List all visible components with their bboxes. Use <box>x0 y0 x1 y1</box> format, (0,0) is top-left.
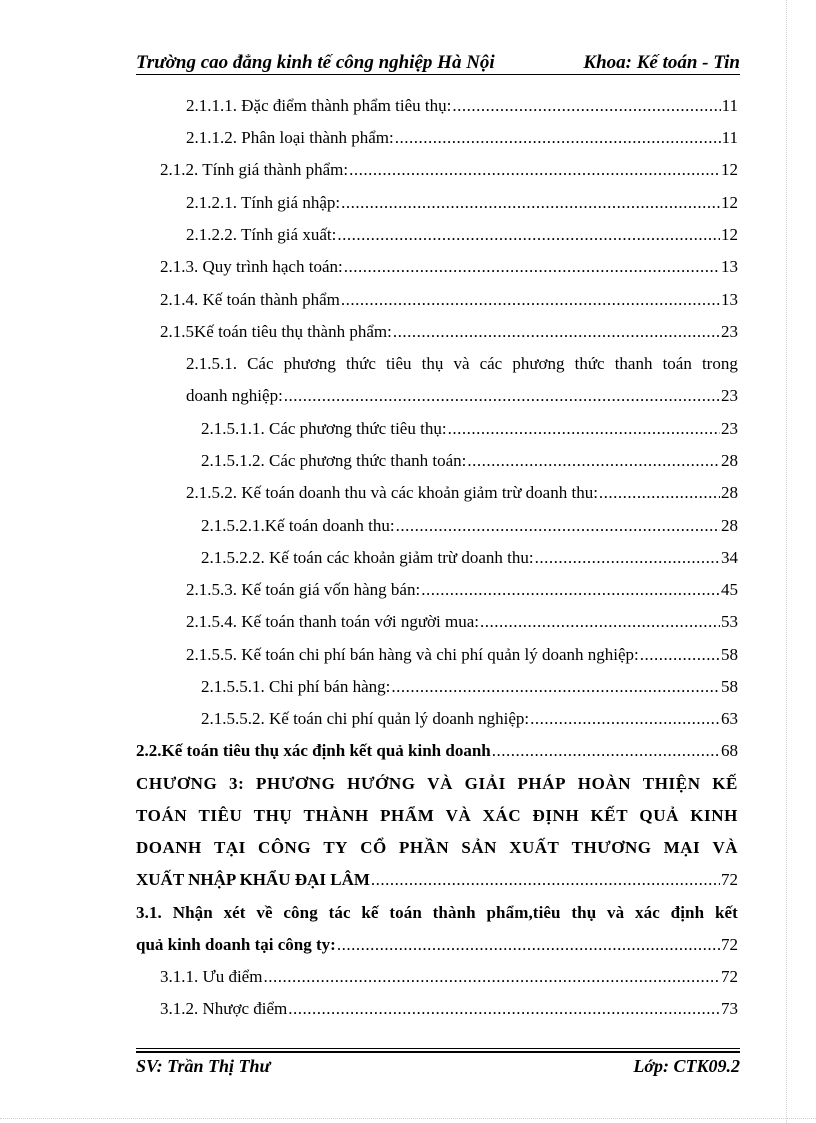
toc-chapter-line3[interactable]: DOANH TẠI CÔNG TY CỔ PHẦN SẢN XUẤT THƯƠNG MẠI VÀ <box>136 838 738 857</box>
toc-entry[interactable]: doanh nghiệp: ..... 23 <box>186 386 738 406</box>
header-school: Trường cao đẳng kinh tế công nghiệp Hà Nội <box>136 52 495 73</box>
toc-entry[interactable]: 2.1.5.5. Kế toán chi phí bán hàng và chi phí quản lý doanh nghiệp: ..... 58 <box>186 645 738 665</box>
page-header <box>136 46 740 74</box>
toc-entry[interactable]: 3.1.2. Nhược điểm ..... 73 <box>160 999 738 1019</box>
footer-rule-thick <box>136 1051 740 1053</box>
page-edge-right <box>786 0 787 1123</box>
header-faculty: Khoa: Kế toán - Tin <box>583 52 740 73</box>
toc-section-line1[interactable]: 3.1. Nhận xét về công tác kế toán thành phẩm,tiêu thụ và xác định kết <box>136 903 738 922</box>
toc-entry[interactable]: 3.1.1. Ưu điểm ..... 72 <box>160 967 738 987</box>
header-rule <box>136 74 740 75</box>
toc-chapter-line2[interactable]: TOÁN TIÊU THỤ THÀNH PHẨM VÀ XÁC ĐỊNH KẾT QUẢ KINH <box>136 806 738 825</box>
toc-chapter-line1[interactable]: CHƯƠNG 3: PHƯƠNG HƯỚNG VÀ GIẢI PHÁP HOÀN THIỆN KẾ <box>136 774 738 793</box>
toc-entry[interactable]: 2.1.5.4. Kế toán thanh toán với người mua: ..... 53 <box>186 612 738 632</box>
toc-entry[interactable]: 2.1.4. Kế toán thành phẩm ..... 13 <box>160 290 738 310</box>
toc-entry[interactable]: 2.1.5.1.2. Các phương thức thanh toán: ..... 28 <box>201 451 738 471</box>
toc-section[interactable]: quả kinh doanh tại công ty: ..... 72 <box>136 935 738 955</box>
toc-entry[interactable]: 2.1.3. Quy trình hạch toán: ..... 13 <box>160 257 738 277</box>
toc-chapter[interactable]: XUẤT NHẬP KHẨU ĐẠI LÂM ..... 72 <box>136 870 738 890</box>
toc-entry[interactable]: 2.1.5.2.1.Kế toán doanh thu: ..... 28 <box>201 516 738 536</box>
toc-entry[interactable]: 2.1.5.2.2. Kế toán các khoản giảm trừ doanh thu: ..... 34 <box>201 548 738 568</box>
toc-entry[interactable]: 2.1.2.1. Tính giá nhập: ..... 12 <box>186 193 738 213</box>
page-edge-bottom <box>0 1118 816 1119</box>
page-footer <box>136 1054 740 1078</box>
toc-entry[interactable]: 2.1.5.5.2. Kế toán chi phí quản lý doanh nghiệp: ..... 63 <box>201 709 738 729</box>
toc-entry[interactable]: 2.1.5.5.1. Chi phí bán hàng: ..... 58 <box>201 677 738 697</box>
footer-class: Lớp: CTK09.2 <box>633 1055 740 1076</box>
footer-rule <box>136 1048 740 1049</box>
toc-entry[interactable]: 2.1.5.3. Kế toán giá vốn hàng bán: ..... 45 <box>186 580 738 600</box>
toc-entry[interactable]: 2.1.1.2. Phân loại thành phẩm: ..... 11 <box>186 128 738 148</box>
toc-entry[interactable]: 2.1.5.1.1. Các phương thức tiêu thụ: ..... 23 <box>201 419 738 439</box>
toc-entry[interactable]: 2.1.2. Tính giá thành phẩm: ..... 12 <box>160 160 738 180</box>
toc-entry[interactable]: 2.1.1.1. Đặc điểm thành phẩm tiêu thụ: ..... 11 <box>186 96 738 116</box>
toc-entry-section[interactable]: 2.2.Kế toán tiêu thụ xác định kết quả kinh doanh ..... 68 <box>136 741 738 761</box>
toc-entry[interactable]: 2.1.2.2. Tính giá xuất: ..... 12 <box>186 225 738 245</box>
footer-student: SV: Trần Thị Thư <box>136 1055 271 1076</box>
toc-entry[interactable]: 2.1.5Kế toán tiêu thụ thành phẩm: ..... 23 <box>160 322 738 342</box>
toc-entry[interactable]: 2.1.5.2. Kế toán doanh thu và các khoản giảm trừ doanh thu: ..... 28 <box>186 483 738 503</box>
toc-entry-line1[interactable]: 2.1.5.1. Các phương thức tiêu thụ và các phương thức thanh toán trong <box>186 354 738 373</box>
